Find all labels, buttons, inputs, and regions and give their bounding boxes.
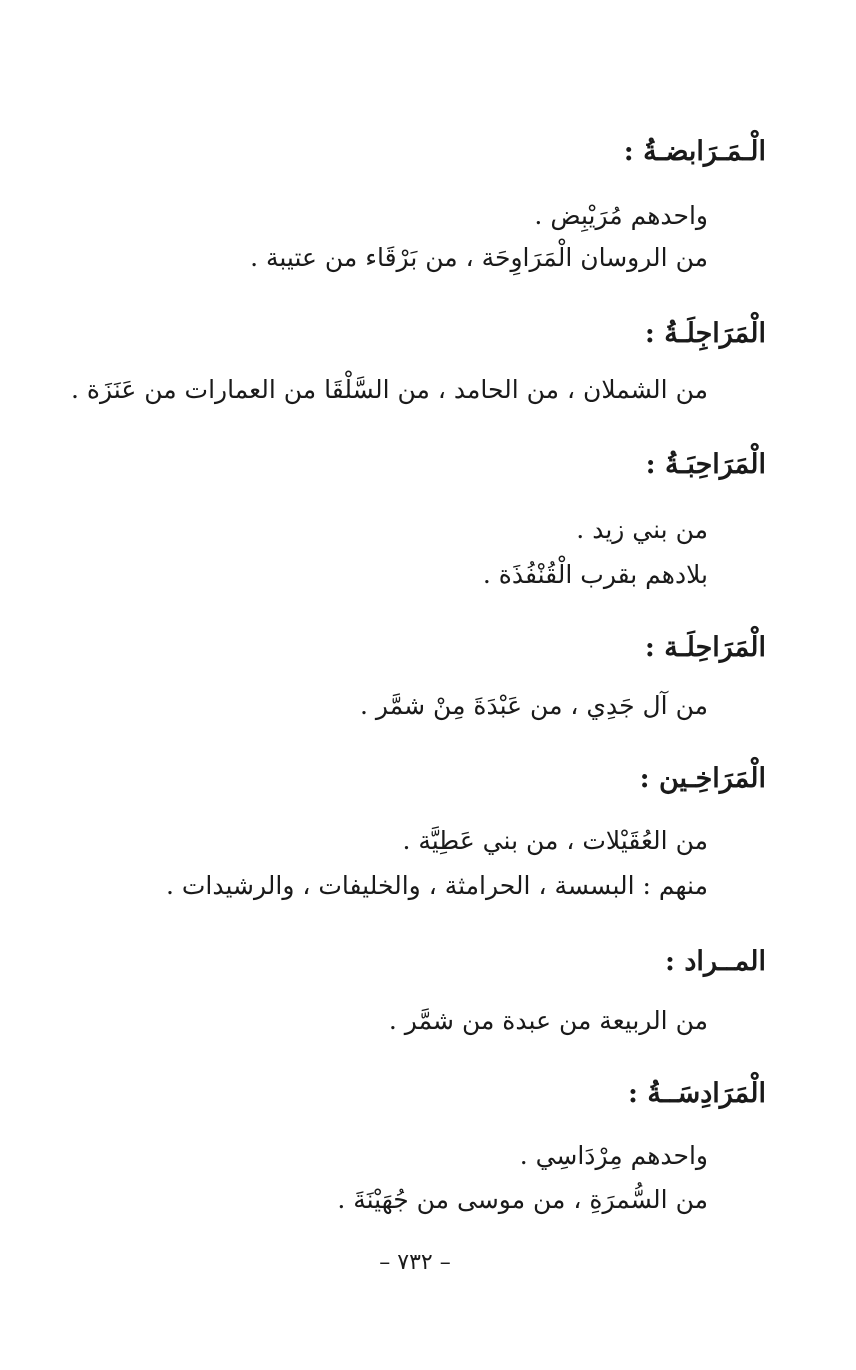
entry-line: من الشملان ، من الحامد ، من السَّلْقَا من العمارات من عَنَزَة . <box>71 375 708 404</box>
entry-heading: الْمَرَاجِلَـةُ : <box>644 318 766 349</box>
page-number: – ٧٣٢ – <box>379 1250 451 1275</box>
entry-heading: الْـمَـرَابضـةُ : <box>623 136 766 167</box>
entry-heading: المــراد : <box>665 946 766 977</box>
entry-heading: الْمَرَاحِلَـة : <box>644 632 766 663</box>
entry-line: منهم : البسسة ، الحرامثة ، والخليفات ، والرشيدات . <box>165 871 708 900</box>
entry-line: من الروسان الْمَرَاوِحَة ، من بَرْقَاء من عتيبة . <box>250 243 708 272</box>
entry-line: بلادهم بقرب الْقُنْفُذَة . <box>482 560 708 589</box>
entry-line: من بني زيد . <box>576 515 708 544</box>
entry-line: واحدهم مِرْدَاسِي . <box>519 1141 708 1170</box>
entry-line: من العُقَيْلات ، من بني عَطِيَّة . <box>402 826 708 855</box>
entry-line: من السُّمرَةِ ، من موسى من جُهَيْنَةَ . <box>337 1185 708 1214</box>
entry-heading: الْمَرَاحِبَـةُ : <box>645 449 766 480</box>
entry-heading: الْمَرَادِسَــةُ : <box>627 1078 766 1109</box>
entry-line: من الربيعة من عبدة من شمَّر . <box>388 1006 708 1035</box>
entry-line: واحدهم مُرَيْبِض . <box>534 201 708 230</box>
entry-line: من آل جَدِي ، من عَبْدَةَ مِنْ شمَّر . <box>360 691 708 720</box>
entry-heading: الْمَرَاخِـين : <box>639 763 766 794</box>
